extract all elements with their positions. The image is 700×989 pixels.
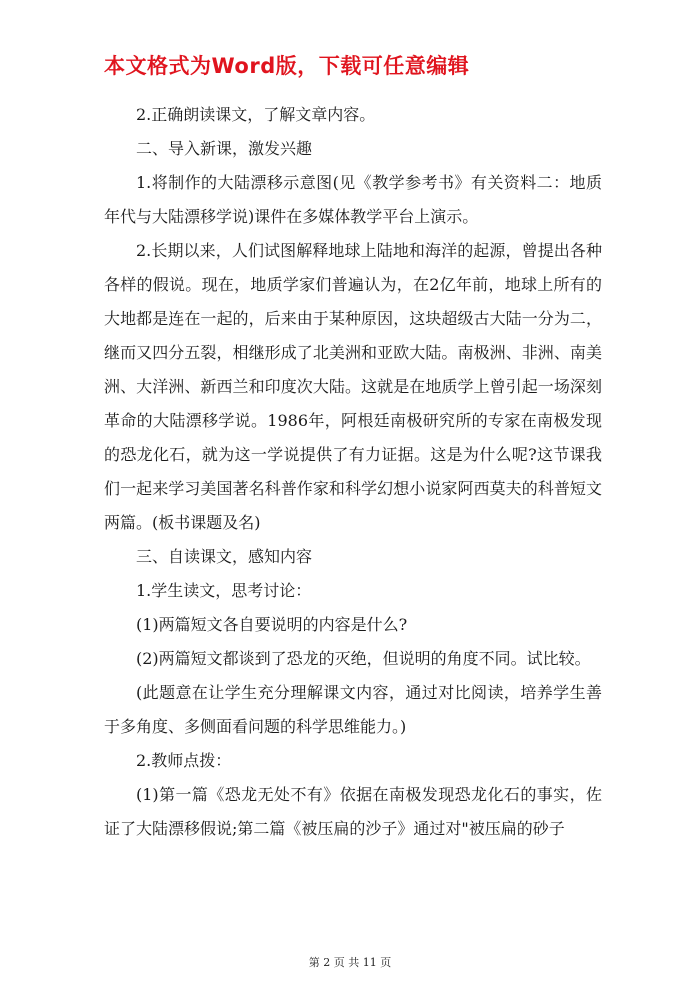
page-footer: [0, 954, 700, 970]
paragraph: 2.教师点拨：: [136, 751, 232, 770]
paragraph: (1)第一篇《恐龙无处不有》依据在南极发现恐龙化石的事实，佐证了大陆漂移假说;第二篇《被压扁的沙子》通过对"被压扁的砂子: [104, 785, 602, 838]
page-number: 第 2 页 共 11 页: [308, 956, 392, 969]
paragraph: (1)两篇短文各自要说明的内容是什么?: [136, 615, 408, 634]
paragraph: 1.将制作的大陆漂移示意图(见《教学参考书》有关资料二：地质年代与大陆漂移学说)课件在多媒体教学平台上演示。: [104, 173, 602, 226]
paragraph: (此题意在让学生充分理解课文内容，通过对比阅读，培养学生善于多角度、多侧面看问题的科学思维能力。): [104, 683, 602, 736]
paragraph: 2.长期以来，人们试图解释地球上陆地和海洋的起源，曾提出各种各样的假说。现在，地质学家们普遍认为，在2亿年前，地球上所有的大地都是连在一起的，后来由于某种原因，这块超级古大陆一分为二，继而又四分五裂，相继形成了北美洲和亚欧大陆。南极洲、非洲、南美洲、大洋洲、新西兰和印度次大陆。这就是在地质学上曾引起一场深刻革命的大陆漂移学说。1986年，阿根廷南极研究所的专家在南极发现的恐龙化石，就为这一学说提供了有力证据。这是为什么呢?这节课我们一起来学习美国著名科普作家和科学幻想小说家阿西莫夫的科普短文两篇。(板书课题及名): [104, 241, 602, 532]
paragraph: 1.学生读文，思考讨论：: [136, 581, 312, 600]
section-heading: 二、导入新课，激发兴趣: [136, 139, 313, 158]
format-notice-banner: 本文格式为Word版，下载可任意编辑: [104, 54, 470, 78]
body-text: [104, 98, 602, 846]
section-heading: 三、自读课文，感知内容: [136, 547, 313, 566]
paragraph: (2)两篇短文都谈到了恐龙的灭绝，但说明的角度不同。试比较。: [136, 649, 591, 668]
paragraph: 2.正确朗读课文，了解文章内容。: [136, 105, 376, 124]
